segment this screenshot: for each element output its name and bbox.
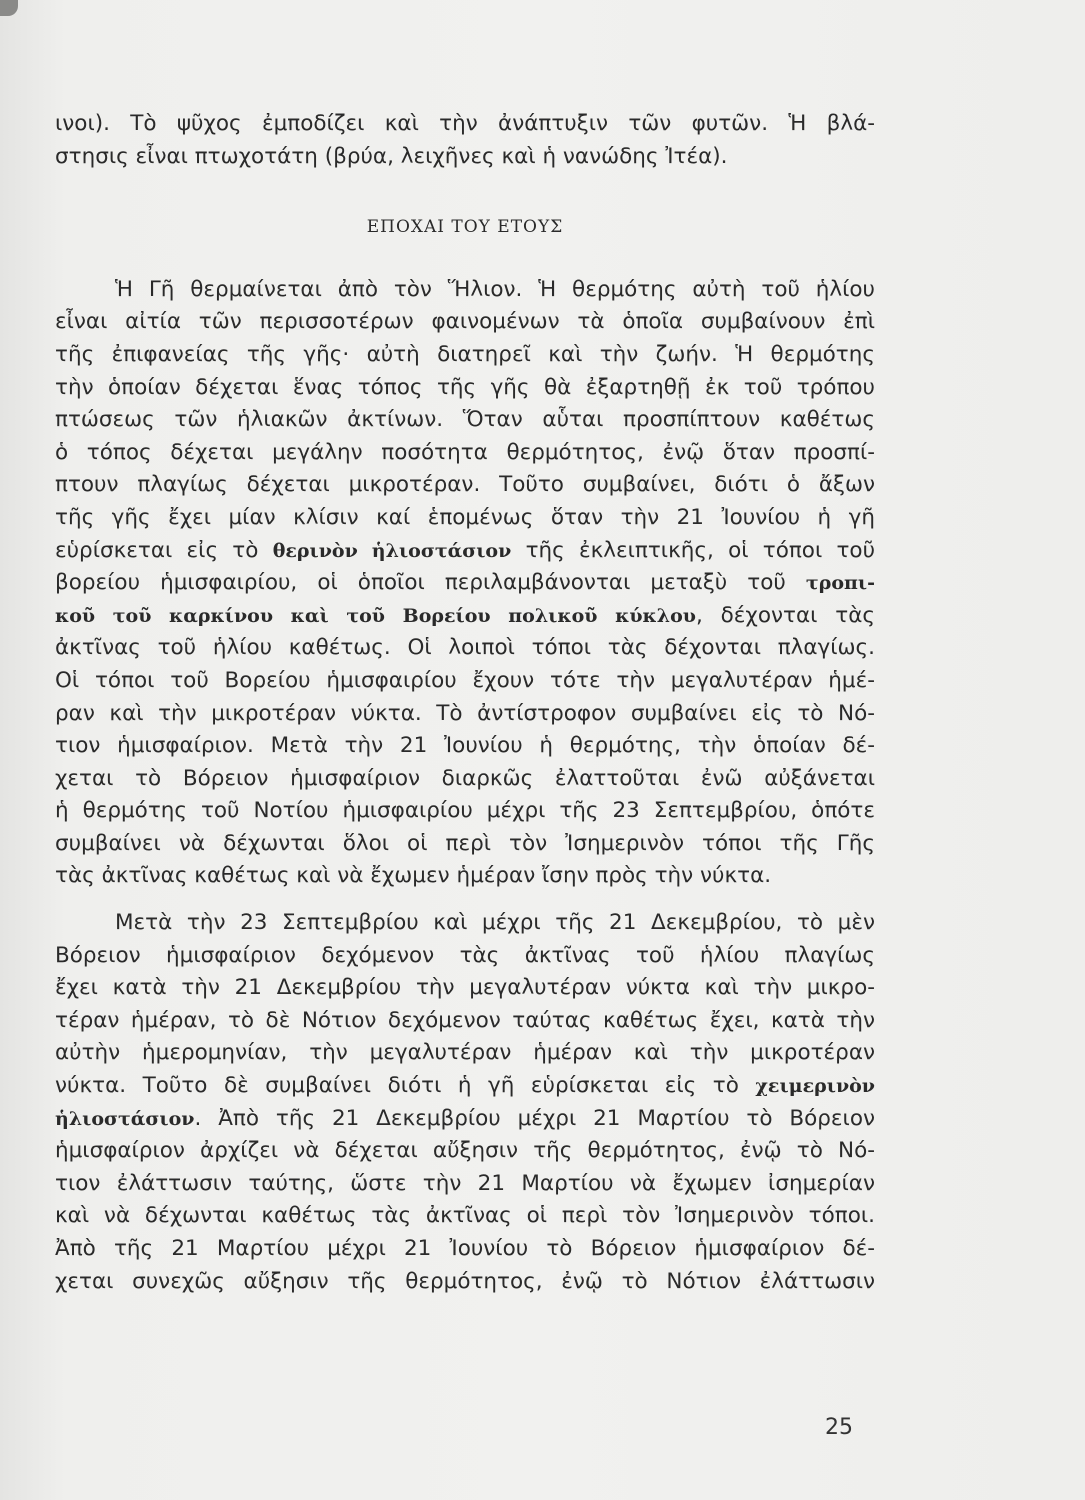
text-run: εὑρίσκεται εἰς τὸ (55, 537, 259, 563)
bold-term: ἡλιοστάσιον (55, 1107, 195, 1130)
section-heading: ΕΠΟΧΑΙ ΤΟΥ ΕΤΟΥΣ (366, 217, 564, 238)
text-line (55, 567, 875, 600)
text-line: Ἡ Γῆ θερμαίνεται ἀπὸ τὸν Ἥλιον. Ἡ θερμότης αὐτὴ τοῦ ἡλίου (115, 276, 875, 302)
text-run: τῆς ἐκλειπτικῆς, οἱ τόποι τοῦ (525, 537, 876, 563)
text-line (55, 600, 875, 633)
paragraph-gap (55, 893, 875, 907)
text-line: Μετὰ τὴν 23 Σεπτεμβρίου καὶ μέχρι τῆς 21 Δεκεμβρίου, τὸ μὲν (115, 910, 875, 936)
body-text (55, 108, 875, 1298)
text-line: Οἱ τόποι τοῦ Βορείου ἡμισφαιρίου ἔχουν τότε τὴν μεγαλυτέραν ἡμέ- (55, 667, 875, 693)
bold-term: τροπι- (805, 572, 875, 595)
text-line: ὁ τόπος δέχεται μεγάλην ποσότητα θερμότητος, ἐνῷ ὅταν προσπί- (55, 439, 875, 465)
text-line (55, 1103, 875, 1136)
text-line: εἶναι αἰτία τῶν περισσοτέρων φαινομένων τὰ ὁποῖα συμβαίνουν ἐπὶ (55, 309, 875, 335)
text-line: ἔχει κατὰ τὴν 21 Δεκεμβρίου τὴν μεγαλυτέραν νύκτα καὶ τὴν μικρο- (55, 975, 875, 1001)
page-number: 25 (825, 1415, 853, 1440)
bold-term: κοῦ τοῦ καρκίνου καὶ τοῦ Βορείου πολικοῦ κύκλου (55, 604, 696, 627)
text-line: πτώσεως τῶν ἡλιακῶν ἀκτίνων. Ὅταν αὗται προσπίπτουν καθέτως (55, 407, 875, 433)
text-line: Βόρειον ἡμισφαίριον δεχόμενον τὰς ἀκτῖνας τοῦ ἡλίου πλαγίως (55, 942, 875, 968)
text-line: αὐτὴν ἡμερομηνίαν, τὴν μεγαλυτέραν ἡμέραν καὶ τὴν μικροτέραν (55, 1040, 875, 1066)
text-line: ἡ θερμότης τοῦ Νοτίου ἡμισφαιρίου μέχρι τῆς 23 Σεπτεμβρίου, ὁπότε (55, 798, 875, 824)
page-edge-mark (0, 0, 18, 16)
text-line: ραν καὶ τὴν μικροτέραν νύκτα. Τὸ ἀντίστροφον συμβαίνει εἰς τὸ Νό- (55, 700, 875, 726)
text-line: ἀκτῖνας τοῦ ἡλίου καθέτως. Οἱ λοιποὶ τόποι τὰς δέχονται πλαγίως. (55, 635, 875, 661)
text-line: καὶ νὰ δέχωνται καθέτως τὰς ἀκτῖνας οἱ περὶ τὸν Ἰσημερινὸν τόποι. (55, 1203, 875, 1229)
text-line: ἡμισφαίριον ἀρχίζει νὰ δέχεται αὔξησιν τῆς θερμότητος, ἐνῷ τὸ Νό- (55, 1138, 875, 1164)
bold-term: θερινὸν ἡλιοστάσιον (272, 539, 512, 562)
text-run: νύκτα. Τοῦτο δὲ συμβαίνει διότι ἡ γῆ εὑρίσκεται εἰς τὸ (55, 1073, 739, 1099)
text-run: . Ἀπὸ τῆς 21 Δεκεμβρίου μέχρι 21 Μαρτίου τὸ Βόρειον (194, 1105, 875, 1131)
text-line: ινοι). Τὸ ψῦχος ἐμποδίζει καὶ τὴν ἀνάπτυξιν τῶν φυτῶν. Ἡ βλά- (55, 111, 875, 136)
text-line (55, 535, 875, 568)
text-line: χεται συνεχῶς αὔξησιν τῆς θερμότητος, ἐνῷ τὸ Νότιον ἐλάττωσιν (55, 1268, 875, 1294)
text-line: τιον ἐλάττωσιν ταύτης, ὥστε τὴν 21 Μαρτίου νὰ ἔχωμεν ἰσημερίαν (55, 1170, 875, 1196)
text-run: , δέχονται τὰς (695, 602, 875, 628)
text-line: χεται τὸ Βόρειον ἡμισφαίριον διαρκῶς ἐλαττοῦται ἐνῶ αὐξάνεται (55, 765, 875, 791)
text-line: στησις εἶναι πτωχοτάτη (βρύα, λειχῆνες καὶ ἡ νανώδης Ἰτέα). (55, 143, 728, 169)
text-line: τῆς ἐπιφανείας τῆς γῆς· αὐτὴ διατηρεῖ καὶ τὴν ζωήν. Ἡ θερμότης (55, 341, 875, 367)
text-line: τέραν ἡμέραν, τὸ δὲ Νότιον δεχόμενον ταύτας καθέτως ἔχει, κατὰ τὴν (55, 1007, 875, 1033)
bold-term: χειμερινὸν (755, 1075, 875, 1098)
text-line: πτουν πλαγίως δέχεται μικροτέραν. Τοῦτο συμβαίνει, διότι ὁ ἄξων (55, 472, 875, 498)
text-run: βορείου ἡμισφαιρίου, οἱ ὁποῖοι περιλαμβάνονται μεταξὺ τοῦ (55, 570, 786, 596)
text-line (55, 1070, 875, 1103)
text-line: συμβαίνει νὰ δέχωνται ὅλοι οἱ περὶ τὸν Ἰσημερινὸν τόποι τῆς Γῆς (55, 830, 875, 856)
text-line: τὰς ἀκτῖνας καθέτως καὶ νὰ ἔχωμεν ἡμέραν ἴσην πρὸς τὴν νύκτα. (55, 863, 772, 889)
text-line: Ἀπὸ τῆς 21 Μαρτίου μέχρι 21 Ἰουνίου τὸ Βόρειον ἡμισφαίριον δέ- (55, 1236, 875, 1261)
text-line: τὴν ὁποίαν δέχεται ἕνας τόπος τῆς γῆς θὰ ἐξαρτηθῇ ἐκ τοῦ τρόπου (55, 374, 875, 400)
text-line: τῆς γῆς ἔχει μίαν κλίσιν καί ἑπομένως ὅταν τὴν 21 Ἰουνίου ἡ γῆ (55, 504, 875, 530)
text-line: τιον ἡμισφαίριον. Μετὰ τὴν 21 Ἰουνίου ἡ θερμότης, τὴν ὁποίαν δέ- (55, 733, 875, 759)
